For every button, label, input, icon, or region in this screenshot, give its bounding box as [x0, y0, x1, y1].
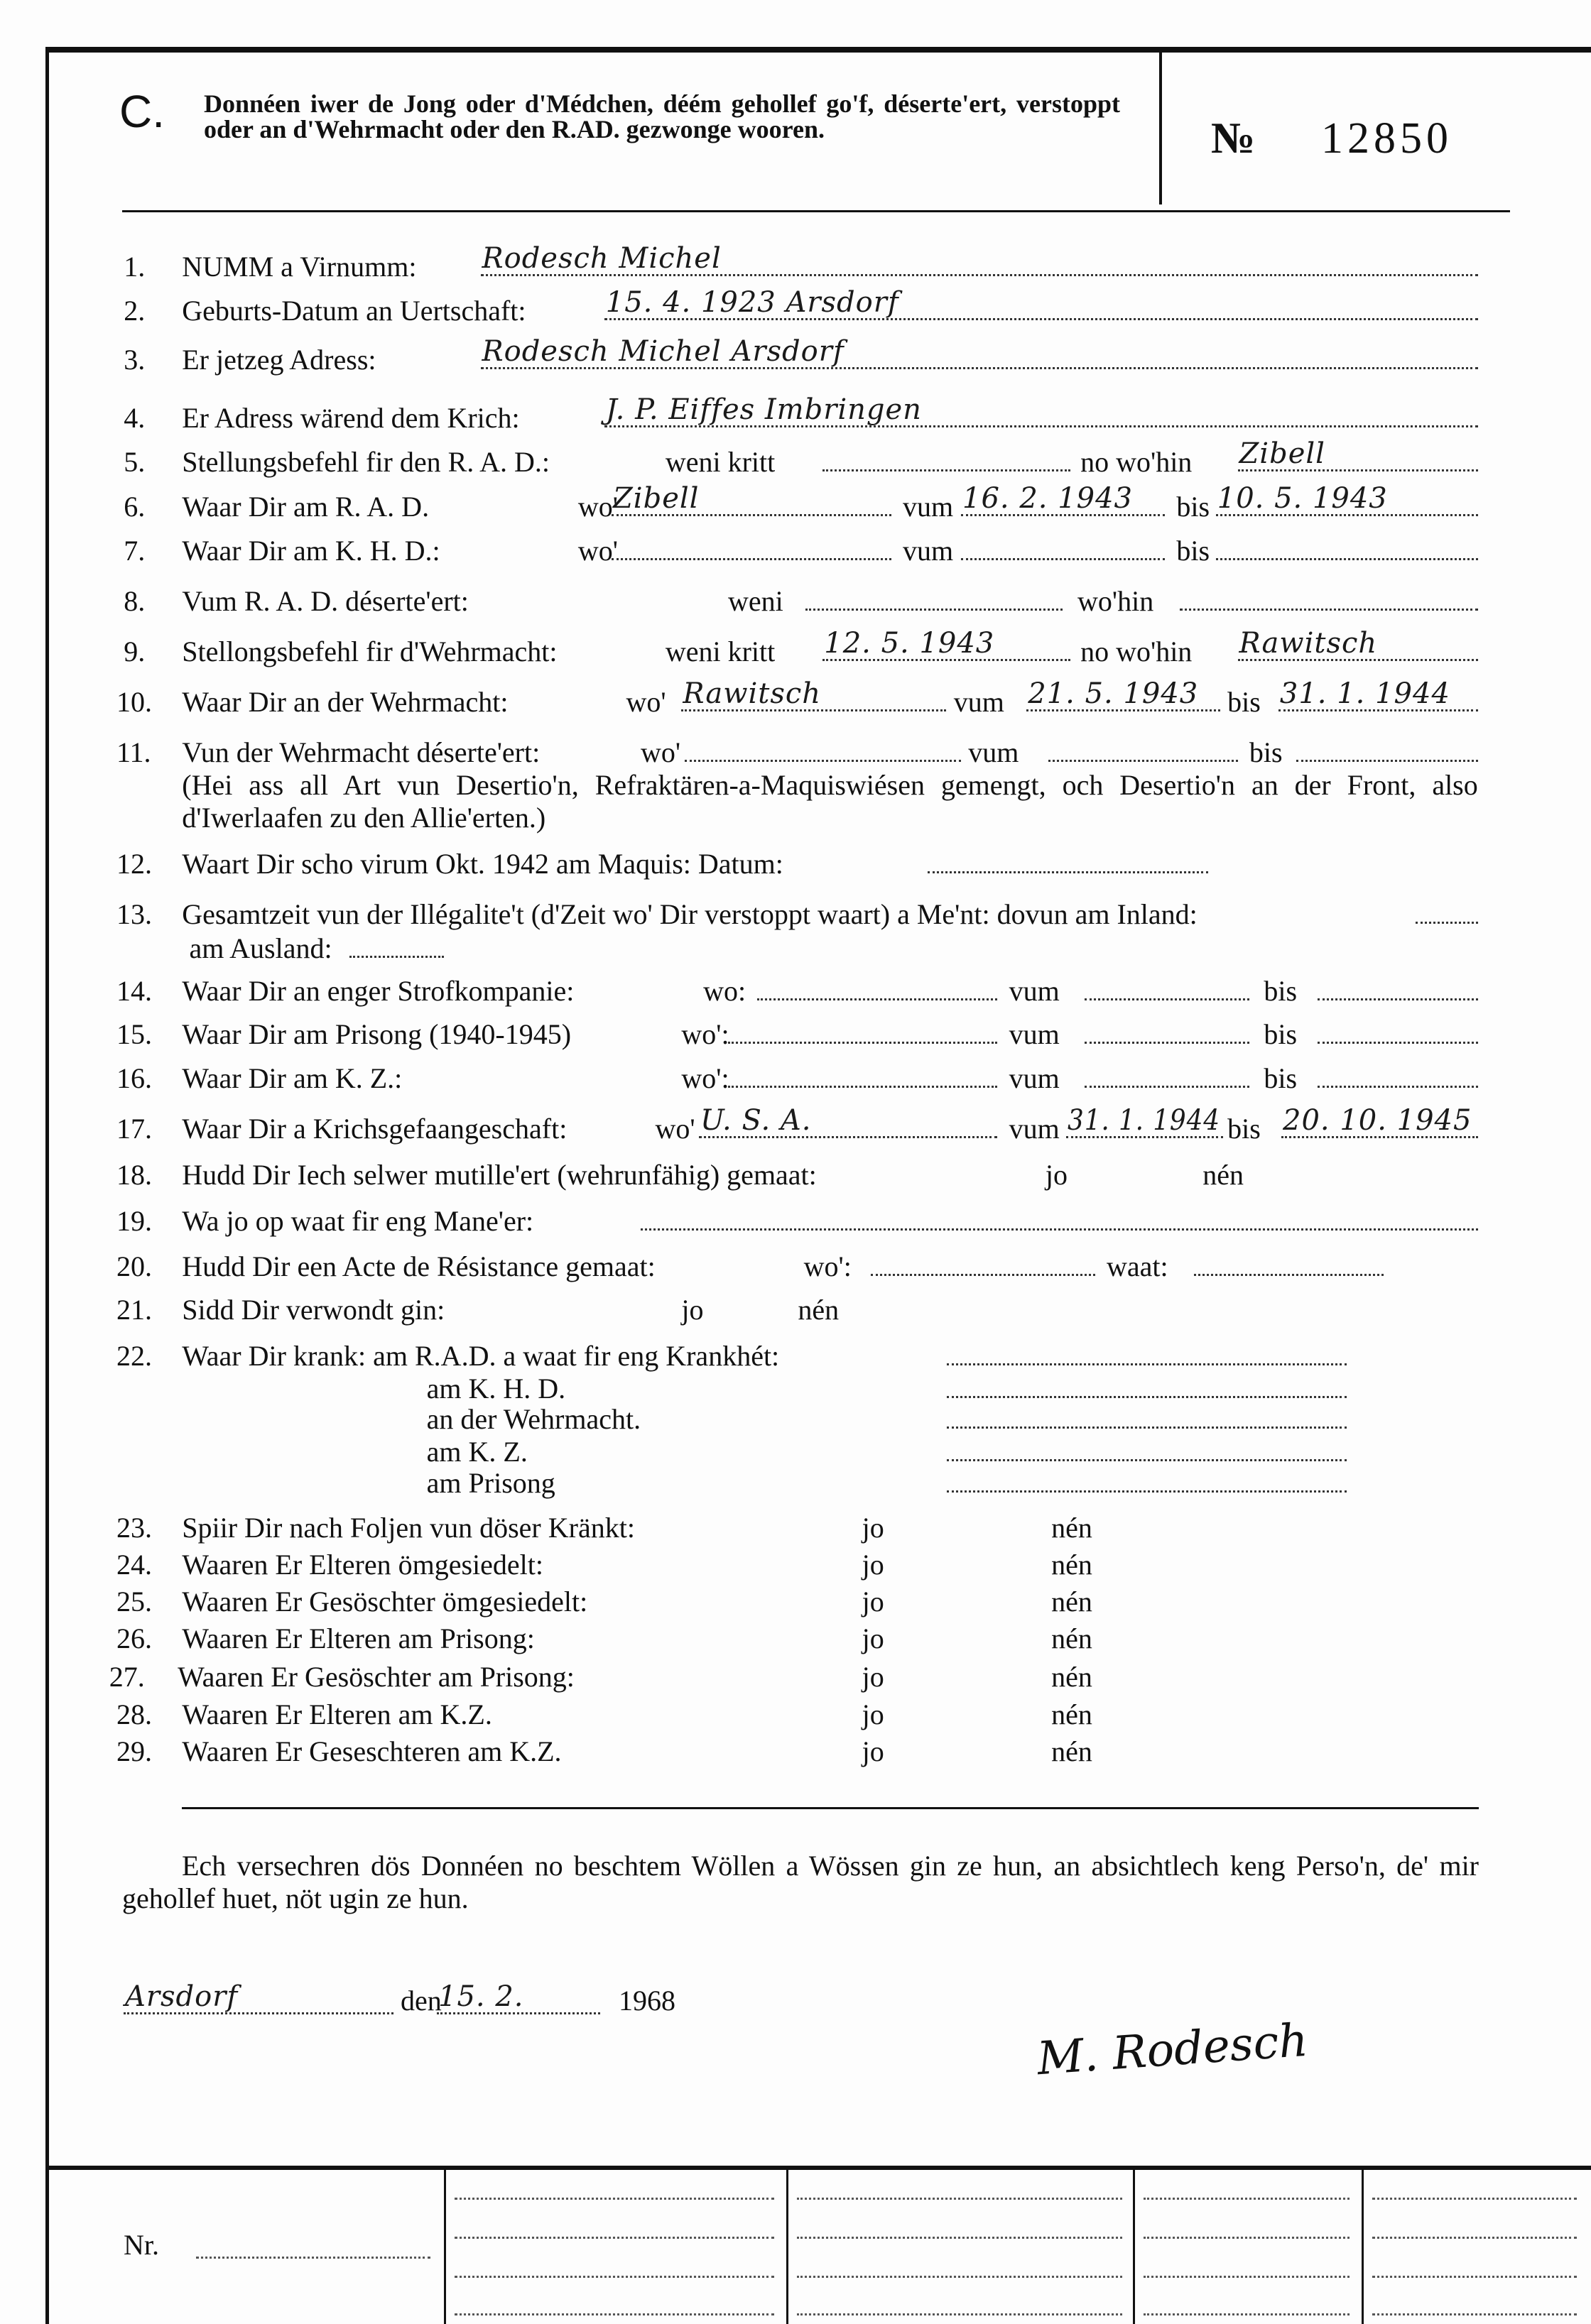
item-number: 19.	[116, 1204, 152, 1237]
field-label: wo':	[681, 1018, 729, 1050]
item-label: Er Adress wärend dem Krich:	[182, 401, 520, 434]
item-label: Waaren Er Geseschteren am K.Z.	[182, 1735, 562, 1767]
answer-field[interactable]	[1278, 678, 1478, 711]
field-label: wo:	[703, 975, 746, 1008]
footer-cell-line[interactable]	[455, 2237, 774, 2239]
answer-field[interactable]	[1216, 483, 1478, 516]
answer-field[interactable]	[1216, 527, 1478, 560]
answer-field[interactable]	[822, 438, 1070, 471]
field-label: weni kritt	[665, 446, 776, 479]
item-number: 12.	[116, 847, 152, 880]
answer-field[interactable]	[947, 1365, 1347, 1398]
answer-field[interactable]	[612, 483, 891, 516]
answer-field[interactable]	[1318, 1010, 1478, 1044]
item-number: 28.	[116, 1698, 152, 1730]
section-letter: C.	[119, 86, 165, 137]
answer-value: Rodesch Michel	[482, 241, 722, 275]
item-number: 1.	[124, 250, 146, 283]
answer-field[interactable]	[481, 336, 1478, 369]
item-label: NUMM a Virnumm:	[182, 250, 417, 283]
field-label: bis	[1227, 1113, 1261, 1145]
field-label: jo	[862, 1622, 884, 1655]
footer-cell-line[interactable]	[1144, 2237, 1350, 2239]
answer-field[interactable]	[1318, 967, 1478, 1000]
answer-field[interactable]	[481, 243, 1478, 276]
field-label: vum	[1009, 1062, 1060, 1095]
field-label: jo	[862, 1586, 884, 1618]
footer-cell-line[interactable]	[1372, 2313, 1577, 2315]
answer-field[interactable]	[604, 394, 1478, 427]
footer-cell-line[interactable]	[797, 2237, 1122, 2239]
answer-value: J. P. Eiffes Imbringen	[605, 393, 922, 426]
answer-value: Rawitsch	[683, 677, 822, 711]
item-label: Waar Dir am R. A. D.	[182, 490, 430, 523]
answer-field[interactable]	[699, 1105, 997, 1138]
sub-label: am K. H. D.	[426, 1372, 566, 1404]
field-label: weni kritt	[665, 635, 776, 668]
item-label: Waar Dir an der Wehrmacht:	[182, 686, 509, 719]
field-label: wo'	[626, 686, 666, 719]
item-label: Waart Dir scho virum Okt. 1942 am Maquis: Datum:	[182, 847, 783, 880]
answer-field[interactable]	[871, 1243, 1095, 1276]
top-border	[47, 47, 1591, 53]
field-label: nén	[1051, 1661, 1092, 1693]
field-label: wo'	[655, 1113, 695, 1145]
item-number: 22.	[116, 1339, 152, 1372]
den-label: den	[401, 1985, 442, 2017]
field-label: bis	[1264, 1018, 1298, 1050]
field-label: weni	[728, 585, 783, 618]
footer-col-divider	[444, 2166, 446, 2324]
field-label: vum	[968, 736, 1019, 769]
answer-field[interactable]	[1296, 729, 1478, 762]
answer-field[interactable]	[1066, 1105, 1223, 1138]
answer-field[interactable]	[1281, 1105, 1478, 1138]
footer-cell-line[interactable]	[1144, 2198, 1350, 2200]
item-label: Gesamtzeit vun der Illégalite't (d'Zeit wo' Dir verstoppt waart) a Me'nt: dovun am Inland:	[182, 898, 1198, 930]
answer-value: 20. 10. 1945	[1283, 1104, 1472, 1138]
item-label: Waaren Er Gesöschter ömgesiedelt:	[182, 1586, 588, 1618]
field-label: nén	[798, 1293, 840, 1326]
field-label: nén	[1051, 1548, 1092, 1581]
answer-field[interactable]	[1238, 628, 1478, 661]
answer-field[interactable]	[947, 1395, 1347, 1429]
field-label: vum	[953, 686, 1004, 719]
footer-top-rule	[47, 2166, 1591, 2170]
item-number: 8.	[124, 585, 146, 618]
field-label: vum	[1009, 1018, 1060, 1050]
answer-field[interactable]	[349, 924, 444, 958]
item-label: Er jetzeg Adress:	[182, 344, 376, 376]
item-number: 24.	[116, 1548, 152, 1581]
answer-field[interactable]	[641, 1197, 1478, 1231]
item-number: 15.	[116, 1018, 152, 1050]
item-number: 2.	[124, 295, 146, 327]
field-label: bis	[1249, 736, 1283, 769]
item-number: 27.	[109, 1661, 145, 1693]
answer-field[interactable]	[612, 527, 891, 560]
footer-cell-line[interactable]	[797, 2276, 1122, 2278]
field-label: jo	[1045, 1158, 1068, 1191]
field-label: wo':	[803, 1250, 852, 1283]
item-number: 7.	[124, 535, 146, 567]
field-label: nén	[1051, 1735, 1092, 1767]
field-label: bis	[1264, 975, 1298, 1008]
answer-field[interactable]	[805, 577, 1063, 611]
field-label: wo':	[681, 1062, 729, 1095]
item-label: am Ausland:	[189, 932, 332, 964]
answer-field[interactable]	[757, 967, 997, 1000]
item-number: 11.	[116, 736, 151, 769]
item-label: Waar Dir am Prisong (1940-1945)	[182, 1018, 572, 1050]
sub-label: an der Wehrmacht.	[426, 1403, 641, 1436]
item-label: Wa jo op waat fir eng Mane'er:	[182, 1204, 534, 1237]
item-number: 4.	[124, 401, 146, 434]
item-number: 16.	[116, 1062, 152, 1095]
answer-field[interactable]	[1085, 1054, 1249, 1088]
header-title: Donnéen iwer de Jong oder d'Médchen, déém gehollef go'f, déserte'ert, verstoppt oder an d'Wehrmacht oder den R.AD. gezwonge wooren.	[204, 89, 1120, 143]
field-label: no wo'hin	[1080, 446, 1193, 479]
field-label: jo	[862, 1511, 884, 1544]
field-label: wo'	[641, 736, 681, 769]
footer-cell-line[interactable]	[1372, 2276, 1577, 2278]
item-label: Stellongsbefehl fir d'Wehrmacht:	[182, 635, 558, 668]
item-number: 29.	[116, 1735, 152, 1767]
answer-value: Rodesch Michel Arsdorf	[482, 335, 845, 369]
answer-field[interactable]	[728, 1010, 997, 1044]
date-value: 15. 2.	[438, 1980, 524, 2013]
answer-field[interactable]	[928, 840, 1209, 873]
answer-value: 10. 5. 1943	[1217, 481, 1388, 515]
place-field[interactable]	[124, 1981, 393, 2014]
year-label: 1968	[619, 1985, 675, 2017]
field-label: nén	[1202, 1158, 1244, 1191]
item-label: Vun der Wehrmacht déserte'ert:	[182, 736, 541, 769]
item-note: (Hei ass all Art vun Desertio'n, Refraktären-a-Maquiswiésen gemengt, och Desertio'n an der Front, also d'Iwerlaafen zu den Allie'erten.)	[182, 769, 1478, 834]
item-number: 14.	[116, 975, 152, 1008]
sub-label: am K. Z.	[426, 1436, 528, 1468]
item-number: 9.	[124, 635, 146, 668]
field-label: nén	[1051, 1622, 1092, 1655]
field-label: nén	[1051, 1511, 1092, 1544]
field-label: wo'hin	[1077, 585, 1154, 618]
field-label: jo	[862, 1661, 884, 1693]
item-number: 6.	[124, 490, 146, 523]
answer-field[interactable]	[1238, 438, 1478, 471]
item-label: Waar Dir krank: am R.A.D. a waat fir eng Krankhét:	[182, 1339, 780, 1372]
item-number: 3.	[124, 344, 146, 376]
nr-label: Nr.	[124, 2229, 159, 2261]
footer-col-divider	[1133, 2166, 1135, 2324]
answer-field[interactable]	[1085, 967, 1249, 1000]
sub-label: am Prisong	[426, 1467, 555, 1500]
item-number: 21.	[116, 1293, 152, 1326]
item-number: 10.	[116, 686, 152, 719]
nr-field[interactable]	[196, 2257, 430, 2259]
item-label: Spiir Dir nach Foljen vun döser Kränkt:	[182, 1511, 635, 1544]
field-label: jo	[862, 1548, 884, 1581]
item-label: Waaren Er Elteren ömgesiedelt:	[182, 1548, 544, 1581]
answer-value: 15. 4. 1923 Arsdorf	[605, 286, 899, 320]
answer-value: Zibell	[1239, 437, 1325, 471]
item-label: Geburts-Datum an Uertschaft:	[182, 295, 526, 327]
answer-field[interactable]	[947, 1459, 1347, 1493]
answer-field[interactable]	[947, 1332, 1347, 1365]
answer-field[interactable]	[822, 628, 1070, 661]
footer-cell-line[interactable]	[797, 2313, 1122, 2315]
field-label: nén	[1051, 1586, 1092, 1618]
answer-field[interactable]	[961, 483, 1165, 516]
item-label: Hudd Dir Iech selwer mutille'ert (wehrunfähig) gemaat:	[182, 1158, 817, 1191]
field-label: vum	[903, 490, 954, 523]
field-label: wo'	[577, 535, 618, 567]
field-label: bis	[1264, 1062, 1298, 1095]
field-label: vum	[903, 535, 954, 567]
left-border	[45, 47, 49, 2324]
item-label: Waar Dir am K. H. D.:	[182, 535, 440, 567]
answer-field[interactable]	[728, 1054, 997, 1088]
date-field[interactable]	[437, 1981, 600, 2014]
answer-field[interactable]	[1085, 1010, 1249, 1044]
place-value: Arsdorf	[125, 1980, 239, 2013]
field-label: wo'	[577, 490, 618, 523]
answer-value: 21. 5. 1943	[1028, 677, 1199, 711]
footer-cell-line[interactable]	[1372, 2237, 1577, 2239]
item-number: 26.	[116, 1622, 152, 1655]
item-label: Sidd Dir verwondt gin:	[182, 1293, 445, 1326]
number-sign: №	[1211, 114, 1256, 163]
answer-field[interactable]	[1026, 678, 1220, 711]
item-label: Waaren Er Gesöschter am Prisong:	[178, 1661, 575, 1693]
item-number: 25.	[116, 1586, 152, 1618]
answer-field[interactable]	[947, 1428, 1347, 1461]
item-number: 17.	[116, 1113, 152, 1145]
signature: M. Rodesch	[1035, 2014, 1310, 2086]
item-number: 13.	[116, 898, 152, 930]
answer-value: Zibell	[613, 481, 700, 515]
field-label: jo	[862, 1735, 884, 1767]
footer-col-divider	[786, 2166, 788, 2324]
answer-field[interactable]	[1194, 1243, 1384, 1276]
answer-field[interactable]	[1416, 890, 1478, 924]
items-end-rule	[182, 1807, 1479, 1809]
answer-value: 31. 1. 1944	[1279, 677, 1450, 711]
field-label: waat:	[1107, 1250, 1168, 1283]
form-number: 12850	[1321, 114, 1452, 163]
answer-field[interactable]	[685, 729, 962, 762]
footer-cell-line[interactable]	[1144, 2276, 1350, 2278]
footer-cell-line[interactable]	[1144, 2313, 1350, 2315]
header-divider	[1159, 50, 1162, 204]
answer-value: 12. 5. 1943	[824, 627, 995, 660]
answer-field[interactable]	[604, 287, 1478, 320]
header-bottom-rule	[122, 210, 1510, 212]
field-label: jo	[862, 1698, 884, 1730]
answer-field[interactable]	[1180, 577, 1478, 611]
field-label: jo	[681, 1293, 704, 1326]
field-label: bis	[1176, 490, 1210, 523]
answer-value: U. S. A.	[700, 1104, 812, 1138]
answer-field[interactable]	[1318, 1054, 1478, 1088]
field-label: no wo'hin	[1080, 635, 1193, 668]
item-label: Vum R. A. D. déserte'ert:	[182, 585, 469, 618]
item-label: Waaren Er Elteren am Prisong:	[182, 1622, 535, 1655]
footer-cell-line[interactable]	[1372, 2198, 1577, 2200]
field-label: bis	[1176, 535, 1210, 567]
answer-value: Rawitsch	[1239, 627, 1378, 660]
answer-value: 31. 1. 1944	[1067, 1104, 1220, 1138]
footer-cell-line[interactable]	[797, 2198, 1122, 2200]
item-number: 5.	[124, 446, 146, 479]
item-label: Waar Dir a Krichsgefaangeschaft:	[182, 1113, 568, 1145]
item-number: 20.	[116, 1250, 152, 1283]
footer-cell-line[interactable]	[455, 2198, 774, 2200]
answer-field[interactable]	[1048, 729, 1238, 762]
field-label: vum	[1009, 975, 1060, 1008]
item-label: Waar Dir am K. Z.:	[182, 1062, 403, 1095]
item-number: 23.	[116, 1511, 152, 1544]
answer-value: 16. 2. 1943	[962, 481, 1134, 515]
item-label: Waar Dir an enger Strofkompanie:	[182, 975, 575, 1008]
footer-col-divider	[1362, 2166, 1364, 2324]
item-label: Waaren Er Elteren am K.Z.	[182, 1698, 492, 1730]
footer-cell-line[interactable]	[455, 2276, 774, 2278]
answer-field[interactable]	[681, 678, 946, 711]
field-label: nén	[1051, 1698, 1092, 1730]
declaration-text: Ech versechren dös Donnéen no beschtem Wöllen a Wössen gin ze hun, an absichtlech keng Perso'n, de' mir gehollef huet, nöt ugin ze hun.	[122, 1850, 1479, 1914]
footer-cell-line[interactable]	[455, 2313, 774, 2315]
field-label: vum	[1009, 1113, 1060, 1145]
field-label: bis	[1227, 686, 1261, 719]
item-number: 18.	[116, 1158, 152, 1191]
answer-field[interactable]	[961, 527, 1165, 560]
item-label: Stellungsbefehl fir den R. A. D.:	[182, 446, 550, 479]
item-label: Hudd Dir een Acte de Résistance gemaat:	[182, 1250, 656, 1283]
